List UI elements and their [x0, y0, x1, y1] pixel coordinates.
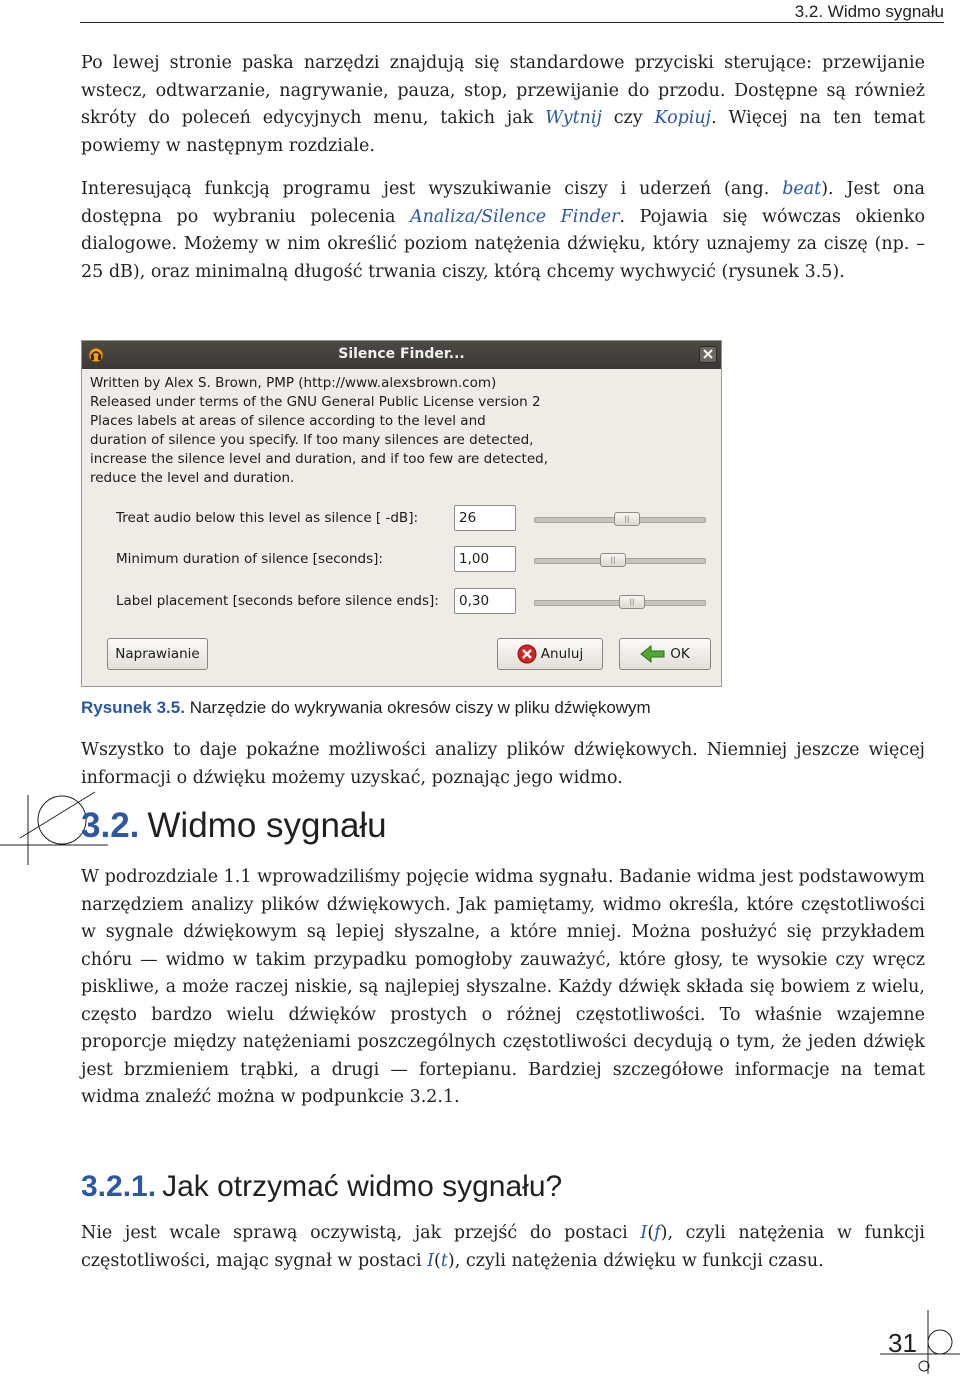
- paragraph-text: , czyli natężenia dźwięku w funkcji czasu.: [454, 1250, 824, 1271]
- description-line: Released under terms of the GNU General Public License version 2: [90, 394, 541, 410]
- section-number: 3.2.: [81, 806, 140, 845]
- min-duration-slider[interactable]: [534, 558, 706, 564]
- formula-i: I: [640, 1223, 648, 1243]
- formula-t: t: [440, 1250, 448, 1271]
- repair-button-label: Naprawianie: [115, 646, 200, 662]
- figure-caption: [81, 698, 651, 718]
- after-figure-paragraph: [81, 737, 925, 792]
- silence-level-slider[interactable]: [534, 517, 706, 523]
- label-placement-label: Label placement [seconds before silence ends]:: [116, 593, 439, 609]
- label-placement-input[interactable]: [454, 588, 516, 614]
- ok-arrow-icon: [640, 644, 666, 664]
- description-line: increase the silence level and duration, and if too few are detected,: [90, 451, 548, 467]
- figure-caption-text: Narzędzie do wykrywania okresów ciszy w pliku dźwiękowym: [189, 698, 651, 717]
- dialog-close-button[interactable]: [699, 346, 717, 363]
- figure-label: Rysunek 3.5.: [81, 698, 185, 717]
- description-line: duration of silence you specify. If too many silences are detected,: [90, 432, 534, 448]
- silence-finder-dialog: [81, 340, 722, 687]
- subsection-number: 3.2.1.: [81, 1170, 157, 1203]
- intro-text: ). Jest ona dostępna po wybraniu polecenia: [81, 179, 925, 227]
- menu-term-copy: Kopiuj: [654, 108, 712, 128]
- description-line: reduce the level and duration.: [90, 470, 295, 486]
- running-title: 3.2. Widmo sygnału: [794, 2, 944, 21]
- close-icon: [700, 347, 716, 362]
- intro-text: Interesującą funkcją programu jest wyszukiwanie ciszy i uderzeń (ang.: [81, 179, 783, 199]
- paren-close: ): [660, 1223, 668, 1243]
- cancel-button[interactable]: [497, 638, 603, 670]
- subsection-title: Jak otrzymać widmo sygnału?: [162, 1170, 563, 1203]
- formula-i: I: [427, 1250, 435, 1271]
- intro-paragraph-1: [81, 50, 925, 160]
- cancel-button-label: Anuluj: [540, 646, 584, 662]
- paragraph-text: Nie jest wcale sprawą oczywistą, jak przejść do postaci: [81, 1223, 641, 1243]
- menu-term-cut: Wytnij: [545, 108, 602, 128]
- description-line: Written by Alex S. Brown, PMP (http://www.alexsbrown.com): [90, 375, 497, 391]
- running-header: [80, 0, 944, 23]
- intro-text: czy: [601, 108, 655, 128]
- formula-f: f: [654, 1223, 661, 1243]
- section-title: Widmo sygnału: [147, 806, 387, 845]
- min-duration-input[interactable]: [454, 546, 516, 572]
- paren-close: ): [447, 1250, 455, 1271]
- cancel-icon: [517, 644, 537, 664]
- description-line: Places labels at areas of silence according to the level and: [90, 413, 486, 429]
- intro-text: Po lewej stronie paska narzędzi znajdują się standardowe przyciski sterujące: przewijanie wstecz, odtwarzanie, nagrywanie, pauza, stop, przewijanie do przodu. Dostępne są również skróty do poleceń edycyjnych menu, takich jak: [81, 53, 925, 128]
- min-duration-label: Minimum duration of silence [seconds]:: [116, 551, 383, 567]
- dialog-title: Silence Finder...: [338, 346, 465, 362]
- menu-path-silence-finder: Analiza/Silence Finder: [410, 206, 620, 227]
- silence-level-label: Treat audio below this level as silence [ -dB]:: [116, 510, 419, 526]
- intro-text: . Pojawia się wówczas okienko dialogowe. Możemy w nim określić poziom natężenia dźwięku, który uznajemy za ciszę (np. –25 dB), oraz minimalną długość trwania ciszy, którą chcemy wychwycić (rysunek 3.5).: [81, 206, 925, 282]
- page-number: 31: [888, 1328, 917, 1358]
- intro-paragraph-2: [81, 176, 925, 286]
- paragraph-text: Wszystko to daje pokaźne możliwości analizy plików dźwiękowych. Niemniej jeszcze więcej informacji o dźwięku możemy uzyskać, poznając jego widmo.: [81, 740, 925, 788]
- silence-level-input[interactable]: [454, 505, 516, 531]
- paren-open: (: [434, 1250, 441, 1271]
- final-paragraph: [81, 1220, 925, 1275]
- ok-button-label: OK: [670, 646, 690, 662]
- subsection-heading: [81, 1170, 562, 1204]
- paragraph-text: , czyli natężenia w funkcji częstotliwości, mając sygnał w postaci: [81, 1223, 926, 1271]
- dialog-description: [90, 374, 710, 488]
- paren-open: (: [647, 1223, 655, 1243]
- slider-thumb[interactable]: ||: [600, 553, 626, 567]
- section-paragraph: [81, 864, 925, 1112]
- paragraph-text: W podrozdziale 1.1 wprowadziliśmy pojęcie widma sygnału. Badanie widma jest podstawowym narzędziem analizy plików dźwiękowych. Jak pamiętamy, widmo określa, które częstotliwości w sygnale dźwiękowym są lepiej słyszalne, a które mniej. Można posłużyć się przykładem chóru — widmo w takim przypadku pomogłoby zauważyć, które głosy, te wysokie czy wręcz piskliwe, a może raczej niskie, są najlepiej słyszalne. Każdy dźwięk składa się bowiem z wielu, często bardzo wielu dźwięków prostych o różnej częstotliwości. To właśnie wzajemne proporcje między natężeniami poszczególnych częstotliwości decydują o tym, że jeden dźwięk jest brzmieniem trąbki, a drugi — fortepianu. Bardziej szczegółowe informacje na temat widma znaleźć można w podpunkcie 3.2.1.: [81, 867, 925, 1107]
- slider-thumb[interactable]: ||: [619, 595, 645, 609]
- term-beat: beat: [782, 179, 822, 199]
- intro-text: . Więcej na ten temat powiemy w następnym rozdziale.: [81, 108, 925, 156]
- label-placement-slider[interactable]: [534, 600, 706, 606]
- ok-button[interactable]: [619, 638, 711, 670]
- dialog-titlebar: [82, 341, 721, 369]
- slider-thumb[interactable]: ||: [614, 512, 640, 526]
- repair-button[interactable]: [107, 638, 208, 670]
- section-heading: [81, 806, 387, 846]
